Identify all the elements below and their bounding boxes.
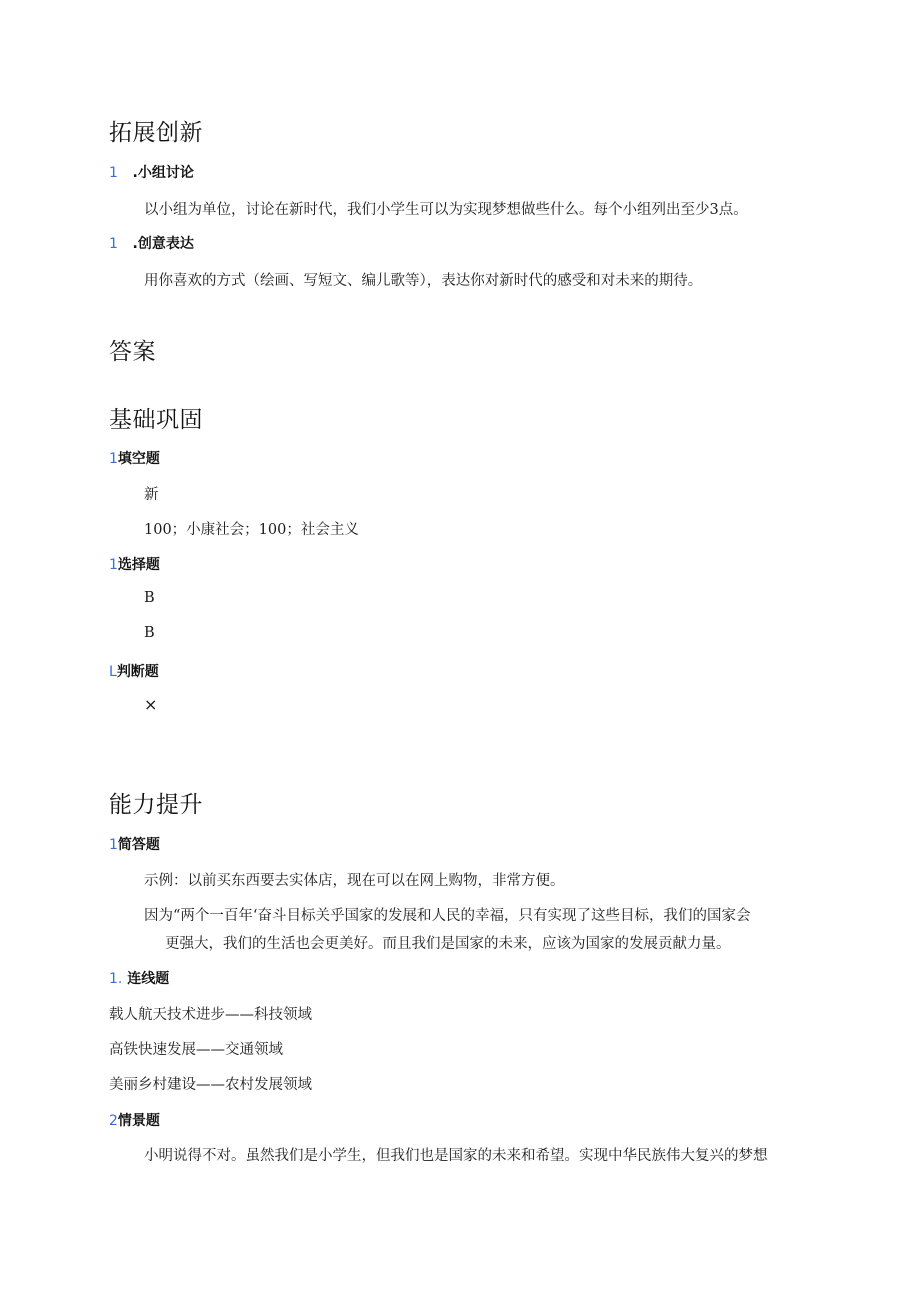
- question-heading-judge: [109, 661, 159, 681]
- section-heading-answers: 答案: [109, 339, 156, 365]
- question-number: 1: [109, 451, 118, 467]
- question-number: 1: [109, 236, 118, 252]
- question-text-group-discussion: 以小组为单位，讨论在新时代，我们小学生可以为实现梦想做些什么。每个小组列出至少3点。: [144, 202, 748, 218]
- question-title: 连线题: [127, 971, 170, 987]
- answer-fill-1: 新: [144, 487, 159, 503]
- answer-judge-1: ×: [144, 695, 158, 714]
- question-heading-group-discussion: [109, 162, 194, 182]
- answer-match-3: 美丽乡村建设——农村发展领域: [109, 1077, 312, 1093]
- answer-match-2: 高铁快速发展——交通领域: [109, 1042, 283, 1058]
- question-title: .创意表达: [132, 236, 194, 252]
- question-title: 选择题: [117, 557, 160, 573]
- answer-short-2-line1: 因为“两个一百年‘奋斗目标关乎国家的发展和人民的幸福，只有实现了这些目标，我们的国家会: [144, 908, 751, 924]
- section-heading-basic: 基础巩固: [109, 407, 203, 433]
- question-number: 1: [109, 165, 118, 181]
- answer-match-1: 载人航天技术进步——科技领域: [109, 1007, 312, 1023]
- question-number: 1: [109, 837, 118, 853]
- section-heading-ability: 能力提升: [109, 792, 203, 818]
- answer-scenario-1: 小明说得不对。虽然我们是小学生，但我们也是国家的未来和希望。实现中华民族伟大复兴的梦想: [144, 1148, 768, 1164]
- answer-choice-2: B: [144, 625, 155, 641]
- question-heading-short-answer: [109, 834, 160, 854]
- question-title: 情景题: [117, 1113, 160, 1129]
- answer-choice-1: B: [144, 590, 155, 606]
- question-heading-scenario: [109, 1110, 160, 1130]
- question-heading-choice: [109, 554, 160, 574]
- question-number: 1.: [109, 971, 123, 987]
- question-heading-matching: [109, 968, 169, 988]
- question-heading-creative-expression: [109, 233, 194, 253]
- question-heading-fill-blank: [109, 448, 160, 468]
- question-number: 1: [109, 557, 118, 573]
- question-title: 简答题: [117, 837, 160, 853]
- question-title: 填空题: [117, 451, 160, 467]
- question-title: 判断题: [116, 664, 159, 680]
- section-heading-extension: 拓展创新: [109, 120, 203, 146]
- answer-short-1: 示例：以前买东西要去实体店，现在可以在网上购物，非常方便。: [144, 873, 565, 889]
- question-text-creative-expression: 用你喜欢的方式（绘画、写短文、编儿歌等），表达你对新时代的感受和对未来的期待。: [144, 273, 703, 289]
- answer-short-2-line2: 更强大，我们的生活也会更美好。而且我们是国家的未来，应该为国家的发展贡献力量。: [165, 936, 731, 952]
- answer-fill-2: 100；小康社会；100；社会主义: [144, 522, 359, 538]
- question-number: 2: [109, 1113, 118, 1129]
- question-title: .小组讨论: [132, 165, 194, 181]
- question-number: L: [109, 664, 117, 680]
